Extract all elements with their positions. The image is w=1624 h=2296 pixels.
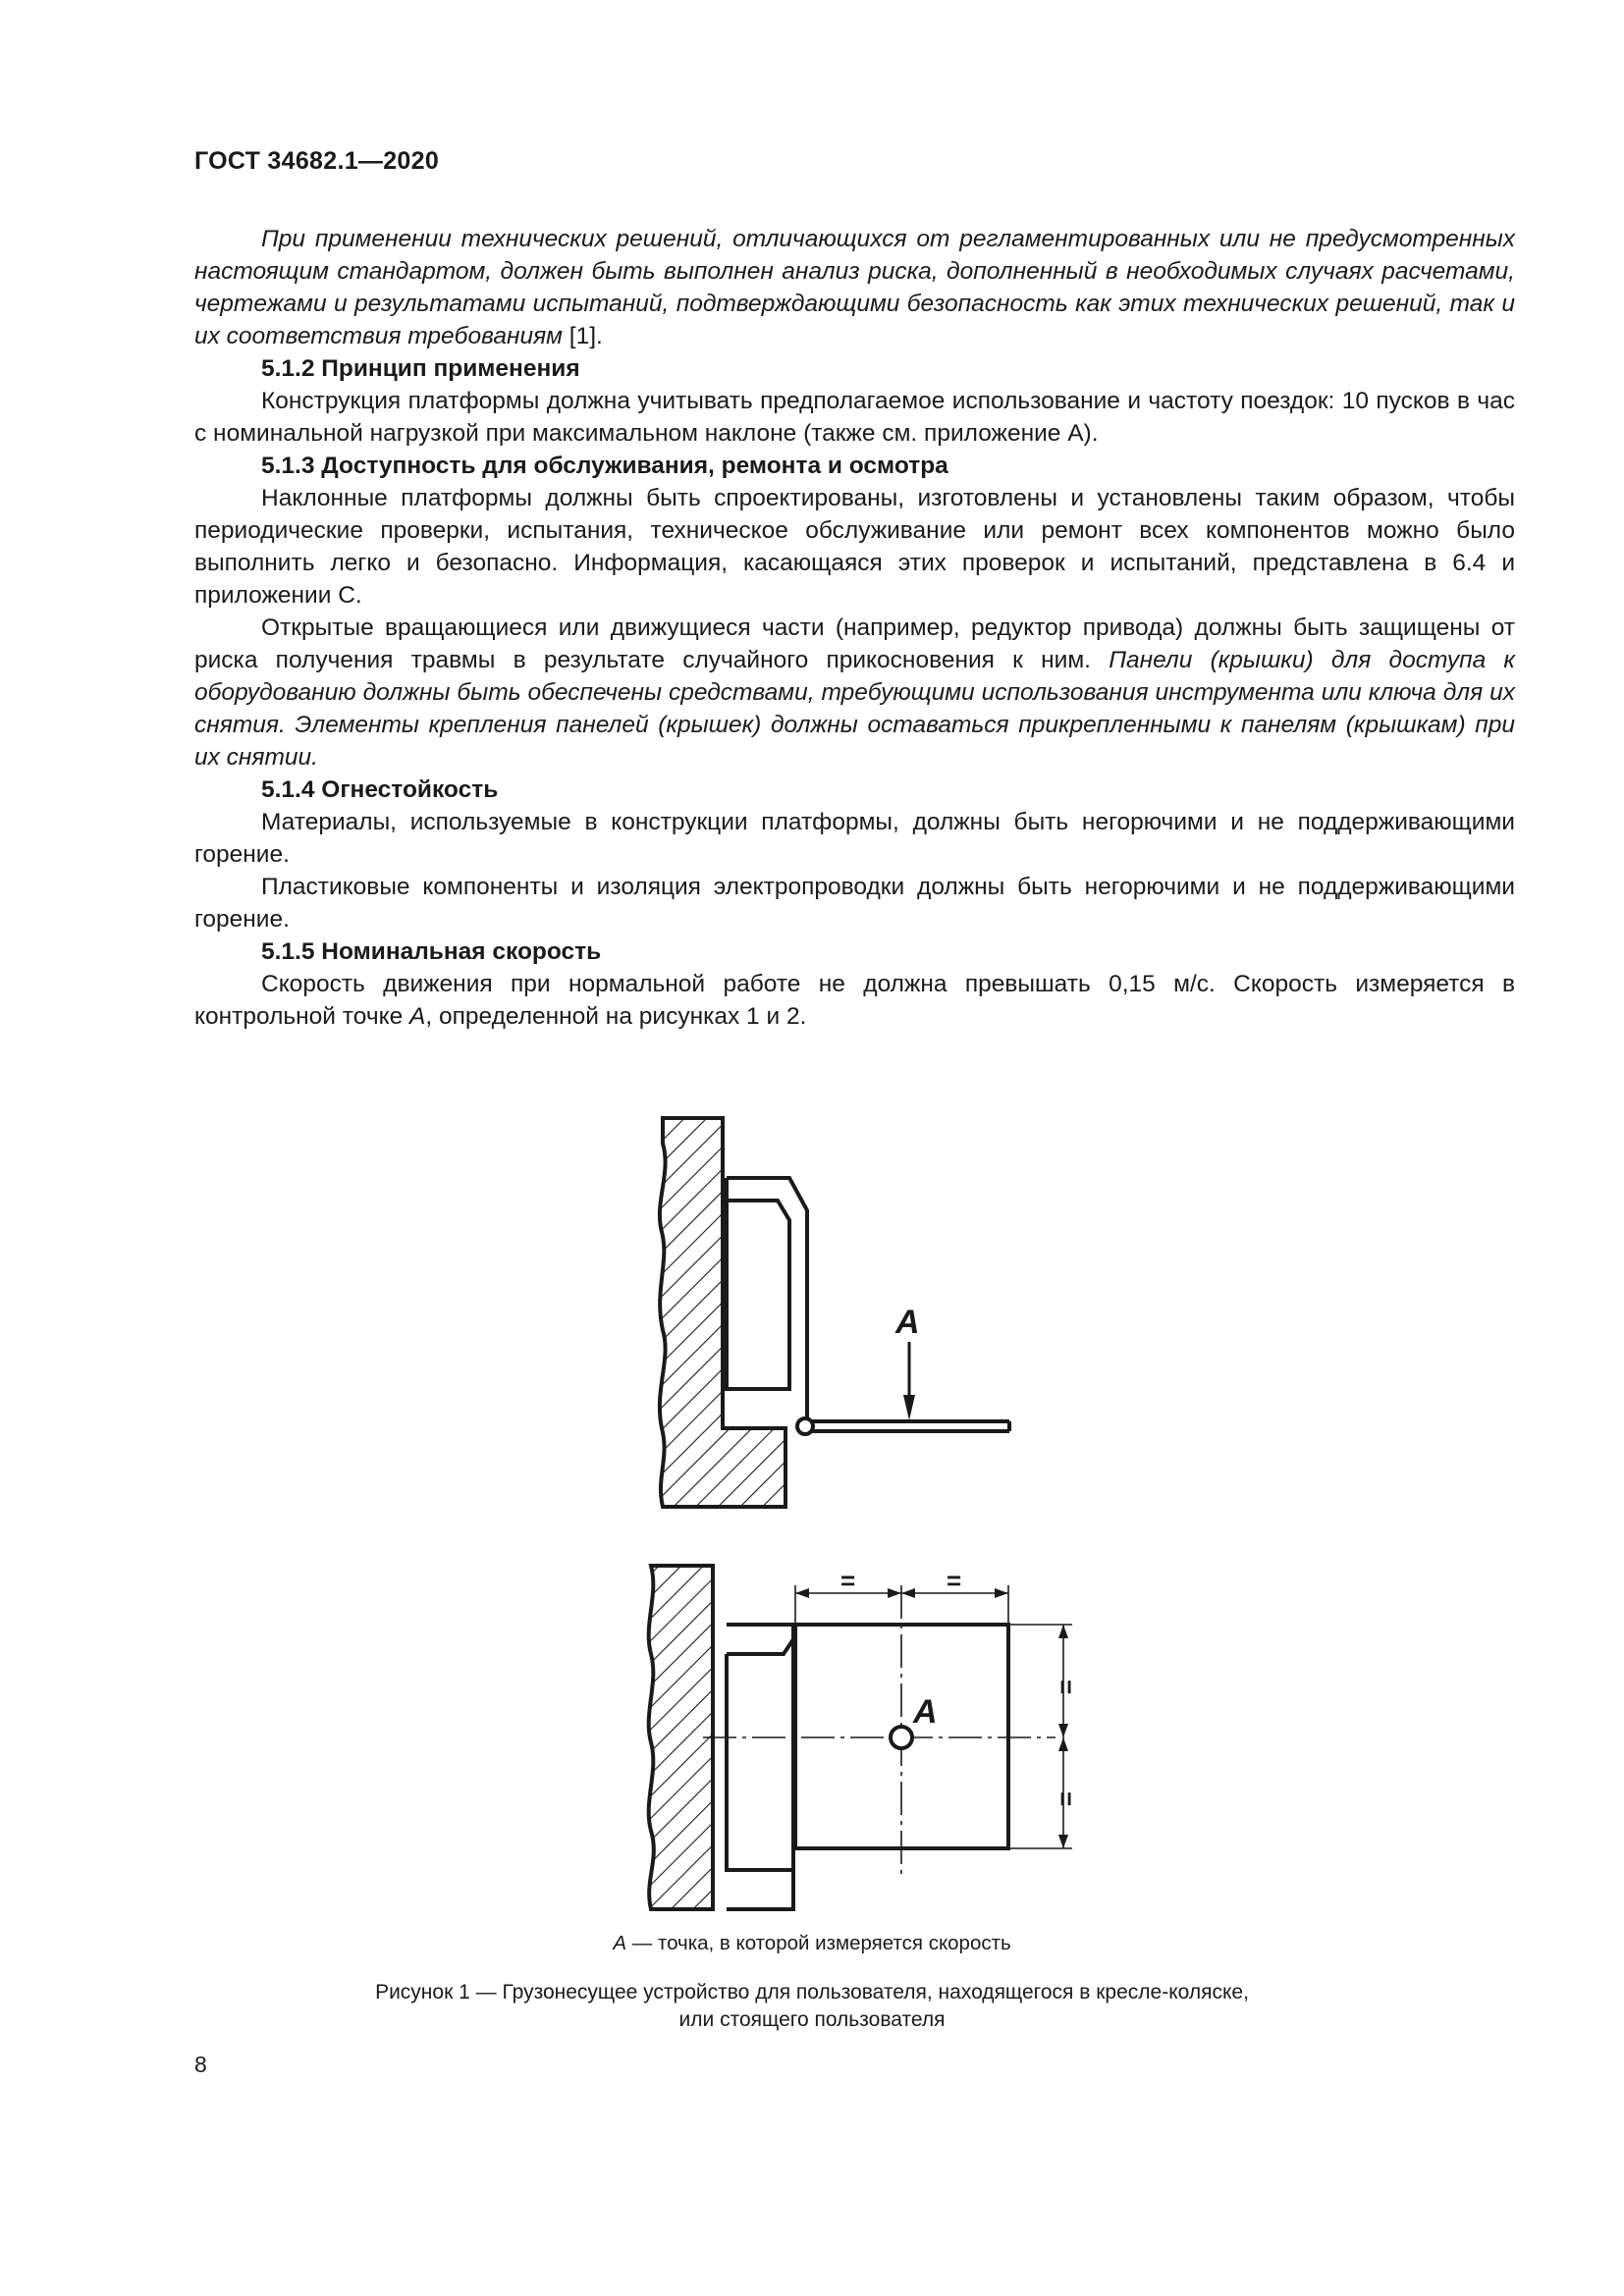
section-heading-5-1-3: 5.1.3 Доступность для обслуживания, ремонта и осмотра	[261, 453, 948, 479]
hinge-pivot	[797, 1418, 813, 1434]
paragraph-plastics: Пластиковые компоненты и изоляция электропроводки должны быть негорючими и не поддерживающими горение.	[194, 874, 1515, 933]
document-body	[194, 223, 1515, 1033]
figure-caption	[0, 1979, 1624, 2034]
caption-line-2: или стоящего пользователя	[678, 2008, 946, 2031]
measurement-point-a	[891, 1727, 912, 1748]
paragraph-speed	[194, 968, 1515, 1033]
label-a-side: А	[895, 1304, 920, 1341]
section-heading-5-1-5: 5.1.5 Номинальная скорость	[261, 938, 602, 965]
paragraph-panels-text: Панели (крышки) для доступа к оборудованию должны быть обеспечены средствами, требующими использования инструмента или ключа для их снятия. Элементы крепления панелей (крышек) должны оставаться прикрепленными к панелям (крышкам) при их снятии.	[194, 647, 1515, 771]
page-number: 8	[194, 2052, 207, 2077]
paragraph-risk-analysis-text: При применении технических решений, отличающихся от регламентированных или не предусмотренных настоящим стандартом, должен быть выполнен анализ риска, дополненный в необходимых случаях расчетами, чертежами и результатами испытаний, подтверждающими безопасность как этих технических решений, так и их соответствия требованиям	[194, 226, 1515, 349]
seat-plan-outline	[727, 1625, 793, 1909]
paragraph-principle: Конструкция платформы должна учитывать предполагаемое использование и частоту поездок: 10 пусков в час с номинальной нагрузкой при максимальном наклоне (также см. приложение А).	[194, 388, 1515, 447]
figure-plan-view	[649, 1566, 1081, 1909]
seat-plan-inner	[727, 1639, 793, 1870]
equal-sign-1: =	[840, 1566, 856, 1595]
paragraph-speed-point: А	[409, 1003, 426, 1030]
legend-point-symbol: А	[613, 1932, 627, 1954]
legend-text: — точка, в которой измеряется скорость	[626, 1932, 1011, 1954]
reference-1: [1].	[568, 323, 603, 349]
caption-line-1: Рисунок 1 — Грузонесущее устройство для пользователя, находящегося в кресле-коляске,	[375, 1981, 1249, 2003]
dim-arrow-left-icon	[795, 1588, 809, 1598]
paragraph-risk-analysis	[194, 223, 1515, 352]
paragraph-speed-text-a: Скорость движения при нормальной работе не должна превышать 0,15 м/с. Скорость измеряется в контрольной точке	[194, 971, 1515, 1030]
dim-arrow-mid-up-icon	[1058, 1724, 1068, 1737]
dim-arrow-mid-right-icon	[901, 1588, 915, 1598]
paragraph-moving-parts-text: Открытые вращающиеся или движущиеся части (например, редуктор привода) должны быть защищены от риска получения травмы в результате случайного прикосновения к ним.	[194, 614, 1515, 673]
figure-legend	[0, 1932, 1624, 1955]
section-heading-5-1-2: 5.1.2 Принцип применения	[261, 355, 580, 382]
dim-arrow-bottom-icon	[1058, 1835, 1068, 1848]
equal-sign-2: =	[947, 1566, 962, 1595]
dim-arrow-mid-down-icon	[1058, 1737, 1068, 1751]
section-heading-5-1-4: 5.1.4 Огнестойкость	[261, 776, 499, 803]
arrow-a-head-icon	[903, 1395, 915, 1420]
paragraph-speed-text-b: , определенной на рисунках 1 и 2.	[425, 1003, 807, 1030]
folding-seat-outline	[727, 1178, 807, 1423]
dim-arrow-mid-left-icon	[888, 1588, 901, 1598]
label-a-plan: А	[913, 1693, 938, 1731]
dim-arrow-top-icon	[1058, 1625, 1068, 1638]
paragraph-moving-parts	[194, 612, 1515, 774]
paragraph-materials: Материалы, используемые в конструкции платформы, должны быть негорючими и не поддерживающими горение.	[194, 809, 1515, 868]
figure-1-drawing	[619, 1095, 1090, 1919]
figure-side-view	[660, 1118, 1009, 1507]
folding-seat-inner	[727, 1201, 789, 1389]
equal-sign-3: =	[1052, 1680, 1081, 1695]
document-header: ГОСТ 34682.1—2020	[194, 147, 440, 175]
paragraph-accessibility: Наклонные платформы должны быть спроектированы, изготовлены и установлены таким образом, чтобы периодические проверки, испытания, техническое обслуживание или ремонт всех компонентов можно было выполнить легко и безопасно. Информация, касающаяся этих проверок и испытаний, представлена в 6.4 и приложении С.	[194, 485, 1515, 609]
equal-sign-4: =	[1052, 1791, 1081, 1807]
dim-arrow-right-icon	[995, 1588, 1008, 1598]
